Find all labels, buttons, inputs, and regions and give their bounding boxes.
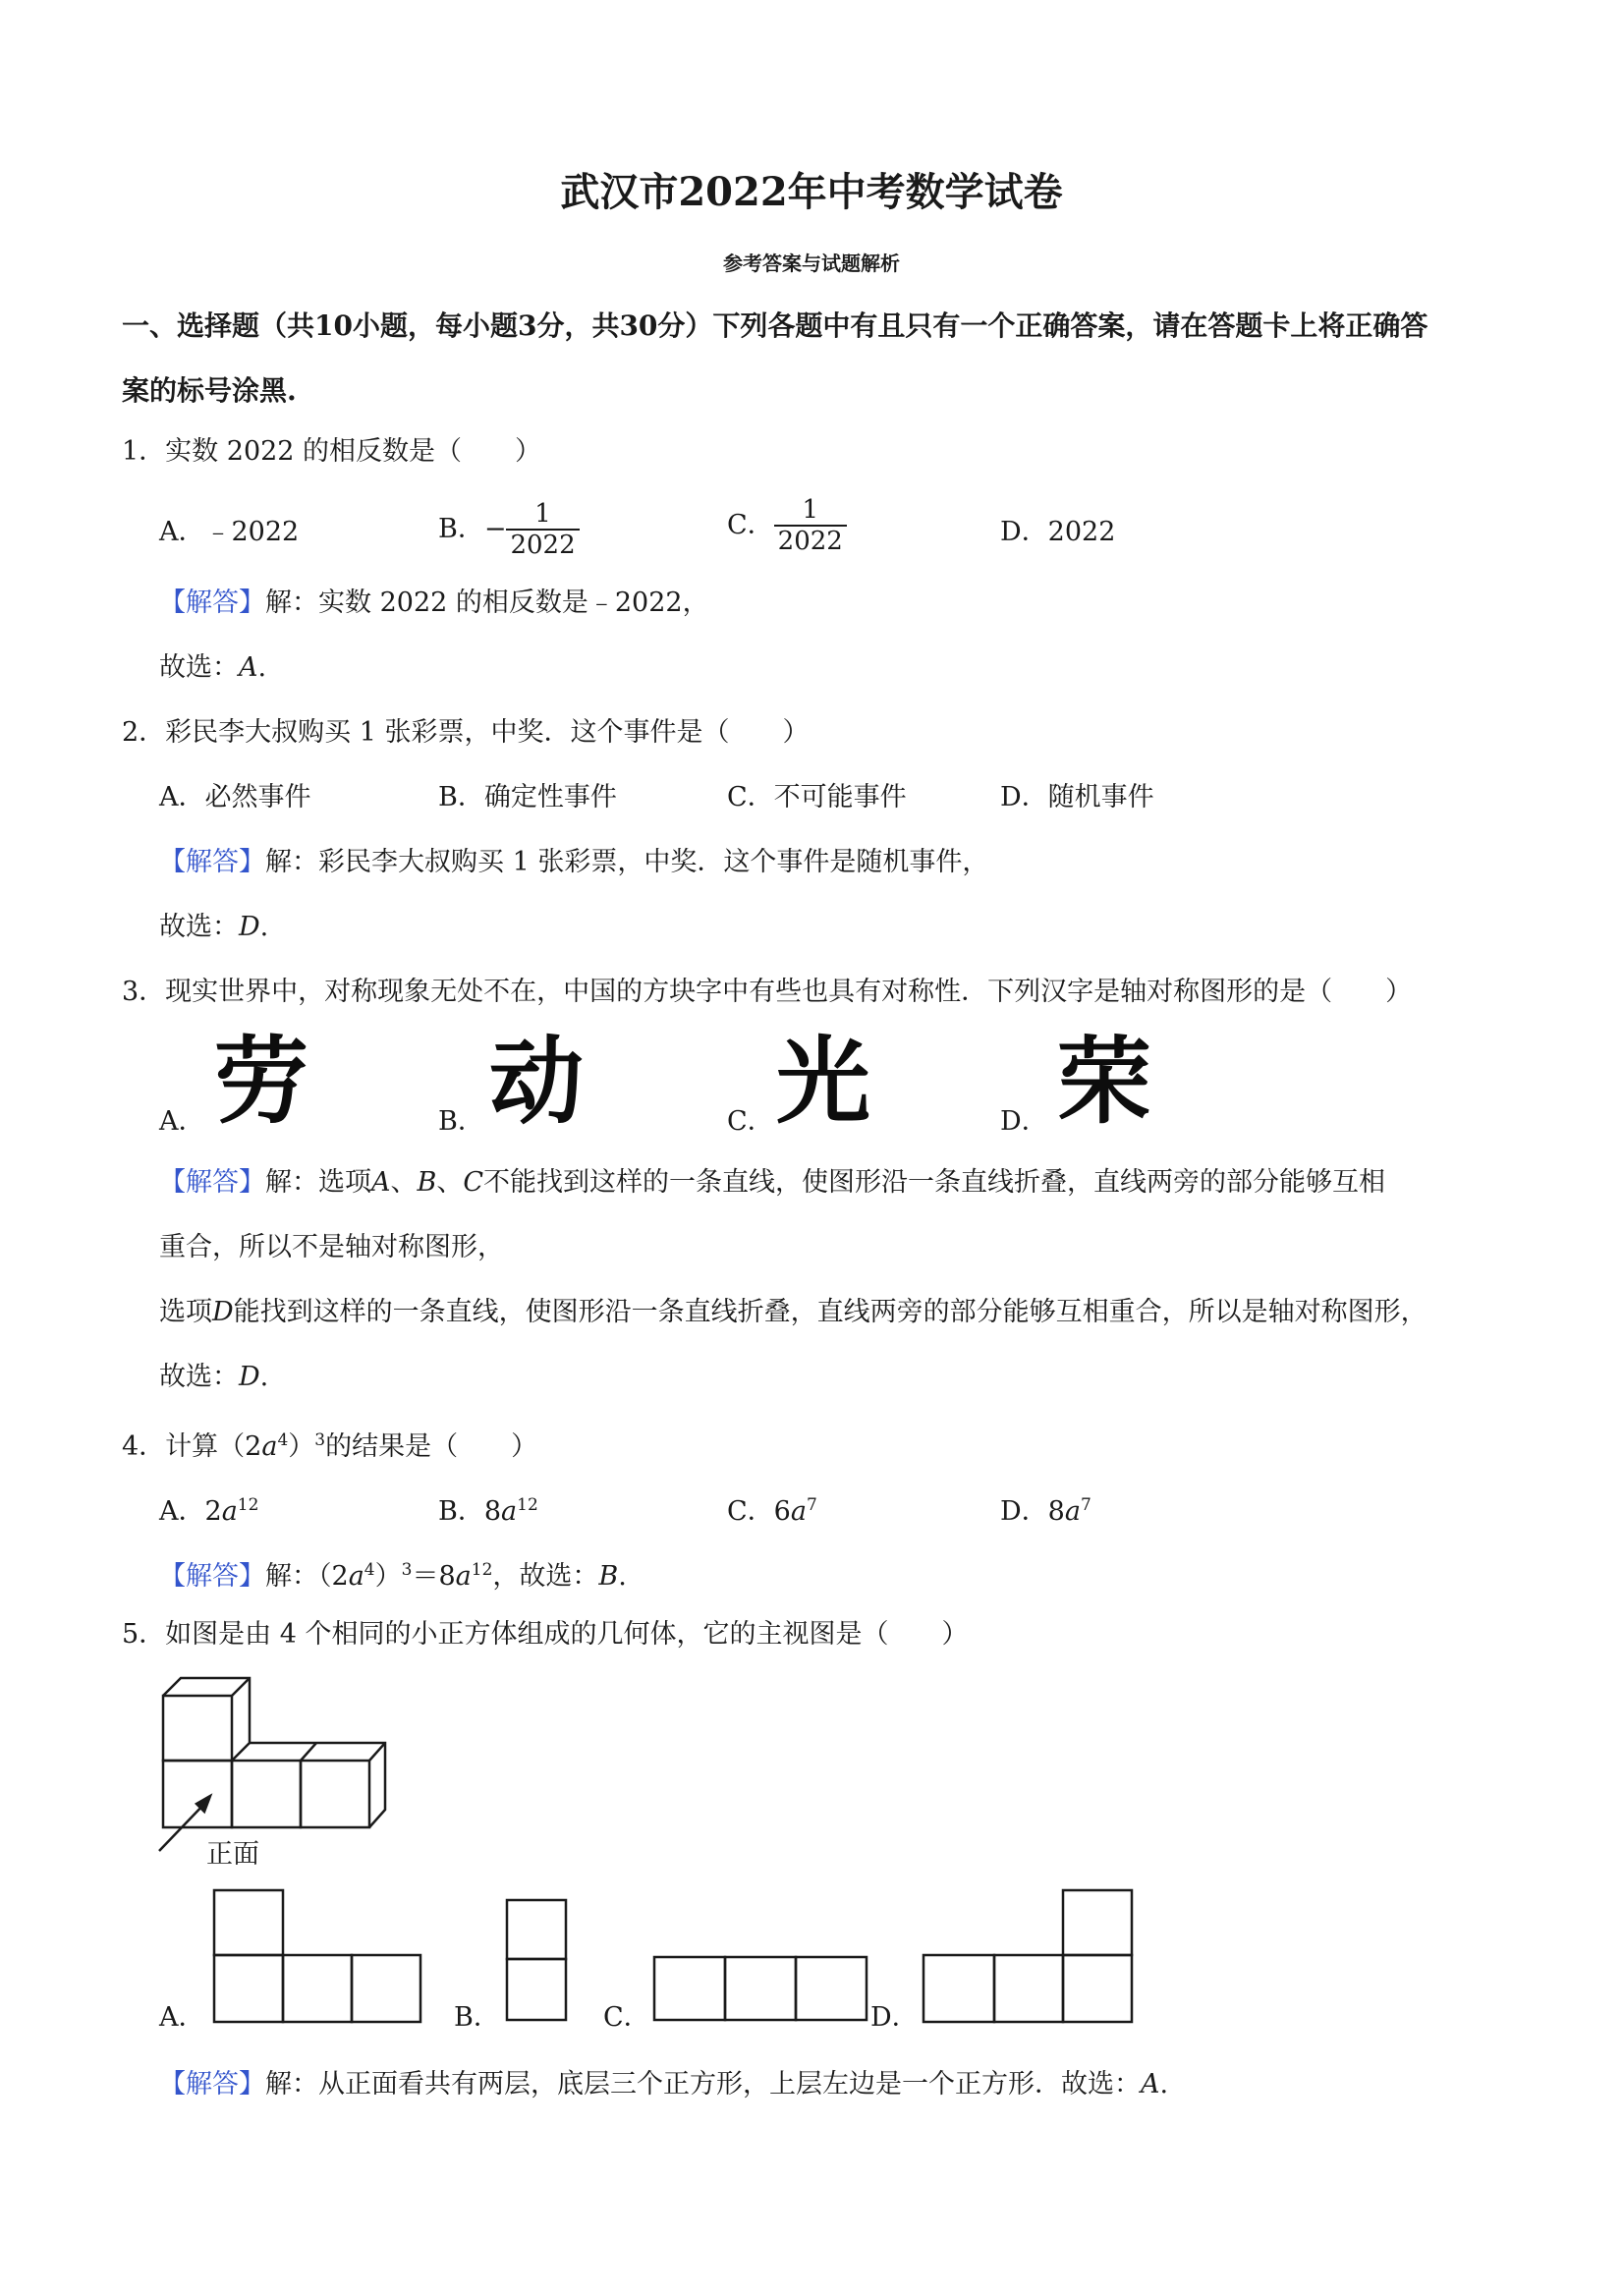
q5-option-d-label: D． bbox=[870, 2002, 919, 2033]
q3-option-c-character: 光 bbox=[776, 1027, 870, 1137]
q1-option-c-label: C． bbox=[727, 510, 774, 540]
q4-option-d-var: a bbox=[1064, 1496, 1081, 1527]
q3-option-d-label: D． bbox=[1000, 1106, 1048, 1137]
q4-solution-exp3: 12 bbox=[471, 1560, 493, 1580]
q5-option-a-label: A． bbox=[159, 2002, 205, 2033]
q2-choice bbox=[159, 910, 268, 945]
q4-stem bbox=[122, 1423, 537, 1465]
q4-option-c-var: a bbox=[790, 1496, 807, 1527]
section-heading-line1: 一、选择题（共10小题，每小题3分，共30分）下列各题中有且只有一个正确答案，请在答题卡上将正确答 bbox=[122, 309, 1428, 342]
q2-choice-suffix: . bbox=[259, 912, 269, 942]
q4-stem-exponent: 4 bbox=[277, 1430, 289, 1450]
q4-option-b-label: B． bbox=[438, 1496, 484, 1527]
q3-solution-text1: 不能找到这样的一条直线，使图形沿一条直线折叠，直线两旁的部分能够互相 bbox=[483, 1167, 1386, 1198]
q4-option-d-coef: 8 bbox=[1047, 1496, 1065, 1527]
q4-stem-prefix: 4．计算（2 bbox=[122, 1431, 262, 1462]
q1-option-b-numerator: 1 bbox=[506, 499, 579, 531]
q1-option-c-denominator: 2022 bbox=[777, 527, 843, 556]
q3-option-b-character: 动 bbox=[489, 1027, 584, 1137]
q3-choice-prefix: 故选： bbox=[159, 1362, 239, 1392]
q5-option-a-figure bbox=[212, 1888, 424, 2024]
q1-solution-text: 解：实数 2022 的相反数是﹣2022， bbox=[265, 588, 709, 618]
q2-option-a: A．必然事件 bbox=[159, 782, 311, 812]
q5-solution-text: 解：从正面看共有两层，底层三个正方形，上层左边是一个正方形．故选： bbox=[265, 2069, 1141, 2100]
q3-choice bbox=[159, 1360, 268, 1395]
q1-option-b-label: B． bbox=[438, 514, 484, 544]
q3-solution-letter-a: A bbox=[371, 1167, 391, 1198]
q3-option-a-label: A． bbox=[159, 1106, 205, 1137]
q4-option-b-exp: 12 bbox=[517, 1495, 538, 1515]
q3-solution-letter-b: B bbox=[417, 1167, 437, 1198]
q3-solution3-text: 能找到这样的一条直线，使图形沿一条直线折叠，直线两旁的部分能够互相重合，所以是轴对称图形， bbox=[233, 1297, 1427, 1327]
q3-solution-sep1: 、 bbox=[390, 1167, 418, 1198]
q3-choice-letter: D bbox=[239, 1362, 260, 1392]
q4-option-c-label: C． bbox=[727, 1496, 774, 1527]
q4-option-a-coef: 2 bbox=[204, 1496, 222, 1527]
q5-solid-bottom-right-front bbox=[301, 1761, 369, 1827]
q3-choice-suffix: . bbox=[259, 1362, 269, 1392]
q4-answer-tag: 【解答】 bbox=[159, 1561, 265, 1592]
q4-option-b bbox=[438, 1487, 538, 1530]
q1-option-b bbox=[438, 499, 580, 560]
q4-solution-exp1: 4 bbox=[364, 1560, 375, 1580]
q1-option-b-fraction bbox=[506, 499, 579, 560]
section-heading-line2: 案的标号涂黑. bbox=[122, 374, 297, 407]
q2-option-b: B．确定性事件 bbox=[438, 782, 617, 812]
q2-stem: 2．彩民李大叔购买 1 张彩票，中奖．这个事件是（ ） bbox=[122, 717, 810, 748]
q4-option-d-exp: 7 bbox=[1080, 1495, 1091, 1515]
q4-solution-suffix: ，故选： bbox=[492, 1561, 599, 1592]
q3-solution3-letter-d: D bbox=[212, 1297, 234, 1327]
q1-option-b-denominator: 2022 bbox=[510, 531, 576, 560]
q4-option-a-label: A． bbox=[159, 1496, 205, 1527]
q1-option-a-text: ﹣2022 bbox=[204, 517, 300, 547]
q3-solution-line3 bbox=[159, 1295, 1427, 1330]
q4-solution-letter: B bbox=[598, 1561, 619, 1592]
q4-option-c-exp: 7 bbox=[806, 1495, 817, 1515]
q3-option-a-character: 劳 bbox=[214, 1027, 308, 1137]
q4-stem-suffix: 的结果是（ ） bbox=[325, 1431, 538, 1462]
q4-option-d bbox=[1000, 1487, 1091, 1530]
q1-choice bbox=[159, 650, 266, 686]
q4-option-b-coef: 8 bbox=[483, 1496, 502, 1527]
q5-option-c-label: C． bbox=[603, 2002, 650, 2033]
q1-choice-suffix: . bbox=[257, 652, 267, 683]
q2-option-d: D．随机事件 bbox=[1000, 782, 1154, 812]
q5-solid-bottom-middle-front bbox=[232, 1761, 301, 1827]
q5-solution-letter: A bbox=[1141, 2069, 1160, 2100]
q4-solution-exp2: 3 bbox=[401, 1560, 413, 1580]
q4-option-a-var: a bbox=[221, 1496, 238, 1527]
q2-solution bbox=[159, 845, 988, 880]
q5-option-c-figure bbox=[652, 1955, 868, 2024]
q2-option-c: C．不可能事件 bbox=[727, 782, 907, 812]
q1-choice-prefix: 故选： bbox=[159, 652, 239, 683]
q3-option-b-label: B． bbox=[438, 1106, 484, 1137]
q4-solution-end: . bbox=[618, 1561, 627, 1592]
q5-option-d-figure bbox=[922, 1888, 1136, 2024]
q3-solution-line1 bbox=[159, 1165, 1385, 1201]
q4-option-a-exp: 12 bbox=[237, 1495, 259, 1515]
q4-solution-close: ） bbox=[374, 1561, 402, 1592]
q4-stem-outer-exponent: 3 bbox=[314, 1430, 326, 1450]
q1-choice-letter: A bbox=[239, 652, 258, 683]
q1-stem: 1．实数 2022 的相反数是（ ） bbox=[122, 436, 542, 467]
q4-solution-var1: a bbox=[348, 1561, 364, 1592]
q3-solution-sep2: 、 bbox=[436, 1167, 464, 1198]
q5-option-b-label: B． bbox=[454, 2002, 500, 2033]
q1-option-d bbox=[1000, 515, 1115, 550]
page-subtitle: 参考答案与试题解析 bbox=[723, 252, 900, 275]
q5-stem: 5．如图是由 4 个相同的小正方体组成的几何体，它的主视图是（ ） bbox=[122, 1619, 969, 1650]
q5-solid-top-cube-front bbox=[163, 1696, 232, 1761]
q4-option-c-coef: 6 bbox=[773, 1496, 791, 1527]
q4-stem-variable: a bbox=[261, 1431, 278, 1462]
q3-solution-prefix: 解：选项 bbox=[265, 1167, 371, 1198]
q1-option-d-label: D． bbox=[1000, 517, 1048, 547]
q4-solution-eq: ＝8 bbox=[412, 1561, 456, 1592]
q4-option-b-var: a bbox=[501, 1496, 518, 1527]
q1-option-c-fraction bbox=[774, 495, 847, 556]
q3-answer-tag: 【解答】 bbox=[159, 1167, 265, 1198]
q2-solution-text: 解：彩民李大叔购买 1 张彩票，中奖．这个事件是随机事件， bbox=[265, 847, 989, 877]
q1-option-a bbox=[159, 515, 299, 550]
q2-answer-tag: 【解答】 bbox=[159, 847, 265, 877]
q5-option-b-figure bbox=[505, 1898, 570, 2024]
q5-solution-suffix: . bbox=[1159, 2069, 1169, 2100]
q5-solid-bottom-depth bbox=[250, 1743, 385, 1827]
q5-solid-bottom-left-front bbox=[163, 1761, 232, 1827]
q1-answer-tag: 【解答】 bbox=[159, 588, 265, 618]
q1-option-a-label: A． bbox=[159, 517, 205, 547]
q3-solution-line2: 重合，所以不是轴对称图形， bbox=[159, 1232, 504, 1262]
q5-solution bbox=[159, 2067, 1168, 2102]
q1-option-c bbox=[727, 495, 847, 556]
q4-solution-var2: a bbox=[455, 1561, 472, 1592]
q3-option-c-label: C． bbox=[727, 1106, 774, 1137]
q4-solution-prefix: 解：（2 bbox=[265, 1561, 349, 1592]
q4-option-a bbox=[159, 1487, 258, 1530]
page-title: 武汉市2022年中考数学试卷 bbox=[560, 169, 1063, 215]
q5-solid-figure bbox=[157, 1666, 413, 1853]
q3-option-d-character: 荣 bbox=[1057, 1027, 1151, 1137]
q4-solution bbox=[159, 1552, 627, 1595]
q1-option-d-text: 2022 bbox=[1047, 517, 1116, 547]
q3-solution-letter-c: C bbox=[463, 1167, 484, 1198]
q5-answer-tag: 【解答】 bbox=[159, 2069, 265, 2100]
q1-solution bbox=[159, 586, 709, 621]
q4-stem-close: ） bbox=[288, 1431, 315, 1462]
q2-choice-prefix: 故选： bbox=[159, 912, 239, 942]
q2-choice-letter: D bbox=[239, 912, 260, 942]
q1-option-b-sign: − bbox=[483, 514, 507, 544]
q3-stem: 3．现实世界中，对称现象无处不在，中国的方块字中有些也具有对称性．下列汉字是轴对称图形的是（ ） bbox=[122, 977, 1413, 1007]
q5-front-label: 正面 bbox=[206, 1839, 259, 1870]
q4-option-c bbox=[727, 1487, 817, 1530]
q1-option-c-numerator: 1 bbox=[774, 495, 847, 527]
q4-option-d-label: D． bbox=[1000, 1496, 1048, 1527]
q3-solution3-prefix: 选项 bbox=[159, 1297, 212, 1327]
